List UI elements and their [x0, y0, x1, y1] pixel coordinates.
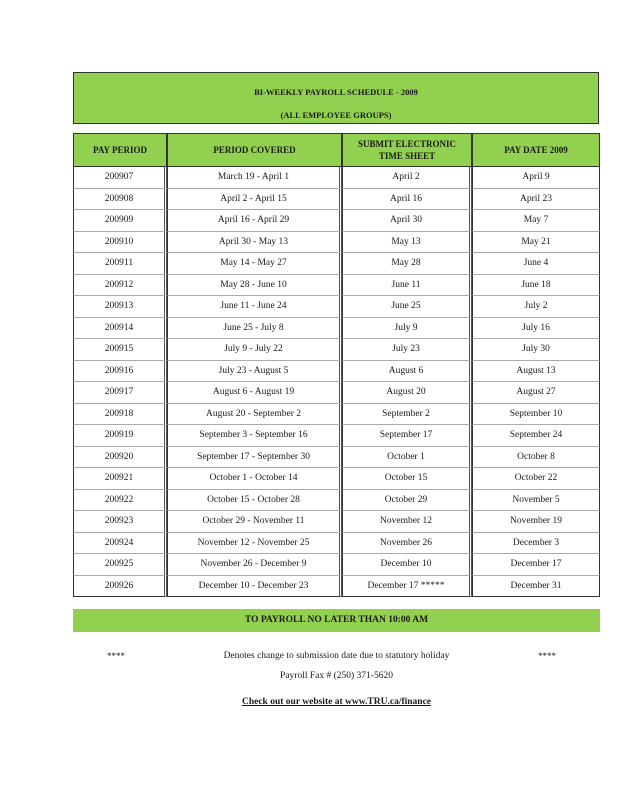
cell-pay-date: November 19	[472, 511, 600, 533]
cell-submit-date: July 9	[342, 318, 472, 340]
table-row	[73, 425, 600, 447]
footnote-marker-right: ****	[538, 651, 556, 661]
table-row	[73, 167, 600, 189]
cell-pay-date: December 3	[472, 533, 600, 555]
cell-submit-date: April 30	[342, 210, 472, 232]
cell-submit-date: August 6	[342, 361, 472, 383]
cell-pay-date: April 23	[472, 189, 600, 211]
cell-submit-date: July 23	[342, 339, 472, 361]
table-row	[73, 296, 600, 318]
cell-pay-period: 200911	[73, 253, 167, 275]
table-row	[73, 490, 600, 512]
table-row	[73, 382, 600, 404]
table-row	[73, 189, 600, 211]
cell-period-covered: September 3 - September 16	[167, 425, 342, 447]
cell-period-covered: August 6 - August 19	[167, 382, 342, 404]
cell-submit-date: May 28	[342, 253, 472, 275]
cell-submit-date: October 15	[342, 468, 472, 490]
cell-period-covered: May 28 - June 10	[167, 275, 342, 297]
cell-pay-date: November 5	[472, 490, 600, 512]
column-header-pay-period: PAY PERIOD	[73, 133, 167, 167]
cell-pay-period: 200921	[73, 468, 167, 490]
cell-period-covered: October 29 - November 11	[167, 511, 342, 533]
cell-pay-date: December 17	[472, 554, 600, 576]
website-link[interactable]: Check out our website at www.TRU.ca/finance	[241, 697, 432, 707]
cell-submit-date: April 16	[342, 189, 472, 211]
cell-period-covered: June 11 - June 24	[167, 296, 342, 318]
table-row	[73, 318, 600, 340]
deadline-banner: TO PAYROLL NO LATER THAN 10:00 AM	[73, 609, 600, 632]
cell-submit-date: November 26	[342, 533, 472, 555]
cell-period-covered: October 15 - October 28	[167, 490, 342, 512]
cell-period-covered: June 25 - July 8	[167, 318, 342, 340]
cell-pay-period: 200915	[73, 339, 167, 361]
cell-pay-period: 200910	[73, 232, 167, 254]
schedule-subtitle: (ALL EMPLOYEE GROUPS)	[280, 110, 392, 120]
cell-period-covered: October 1 - October 14	[167, 468, 342, 490]
cell-pay-period: 200916	[73, 361, 167, 383]
cell-pay-date: September 24	[472, 425, 600, 447]
cell-period-covered: November 26 - December 9	[167, 554, 342, 576]
cell-period-covered: August 20 - September 2	[167, 404, 342, 426]
cell-submit-date: November 12	[342, 511, 472, 533]
footnote-text: Denotes change to submission date due to statutory holiday	[223, 651, 450, 661]
cell-submit-date: October 1	[342, 447, 472, 469]
table-row	[73, 210, 600, 232]
cell-submit-date: June 11	[342, 275, 472, 297]
table-row	[73, 361, 600, 383]
table-row	[73, 275, 600, 297]
payroll-schedule-table	[73, 133, 600, 597]
cell-pay-date: July 16	[472, 318, 600, 340]
cell-submit-date: September 2	[342, 404, 472, 426]
cell-pay-period: 200917	[73, 382, 167, 404]
cell-submit-date: August 20	[342, 382, 472, 404]
cell-submit-date: December 17 *****	[342, 576, 472, 598]
cell-pay-date: August 13	[472, 361, 600, 383]
cell-pay-date: April 9	[472, 167, 600, 189]
cell-pay-date: October 22	[472, 468, 600, 490]
cell-pay-period: 200919	[73, 425, 167, 447]
table-row	[73, 339, 600, 361]
cell-period-covered: July 9 - July 22	[167, 339, 342, 361]
cell-pay-period: 200914	[73, 318, 167, 340]
footnote-marker-left: ****	[107, 651, 125, 661]
cell-pay-date: October 8	[472, 447, 600, 469]
cell-submit-date: June 25	[342, 296, 472, 318]
cell-pay-date: May 7	[472, 210, 600, 232]
cell-period-covered: March 19 - April 1	[167, 167, 342, 189]
cell-pay-period: 200923	[73, 511, 167, 533]
cell-period-covered: July 23 - August 5	[167, 361, 342, 383]
cell-pay-date: July 30	[472, 339, 600, 361]
table-row	[73, 232, 600, 254]
cell-pay-period: 200926	[73, 576, 167, 598]
table-row	[73, 404, 600, 426]
table-row	[73, 511, 600, 533]
cell-pay-period: 200922	[73, 490, 167, 512]
cell-pay-date: December 31	[472, 576, 600, 598]
column-header-pay-date: PAY DATE 2009	[472, 133, 600, 167]
cell-pay-date: August 27	[472, 382, 600, 404]
cell-period-covered: April 2 - April 15	[167, 189, 342, 211]
column-header-submit-time-sheet: SUBMIT ELECTRONIC TIME SHEET	[342, 133, 472, 167]
cell-pay-date: May 21	[472, 232, 600, 254]
cell-submit-date: April 2	[342, 167, 472, 189]
cell-pay-period: 200918	[73, 404, 167, 426]
cell-pay-period: 200913	[73, 296, 167, 318]
cell-pay-date: June 4	[472, 253, 600, 275]
cell-pay-period: 200920	[73, 447, 167, 469]
cell-submit-date: October 29	[342, 490, 472, 512]
table-header-row	[73, 133, 600, 167]
cell-pay-date: September 10	[472, 404, 600, 426]
cell-pay-date: June 18	[472, 275, 600, 297]
payroll-fax: Payroll Fax # (250) 371-5620	[280, 671, 393, 681]
cell-period-covered: November 12 - November 25	[167, 533, 342, 555]
cell-period-covered: April 16 - April 29	[167, 210, 342, 232]
cell-period-covered: May 14 - May 27	[167, 253, 342, 275]
cell-period-covered: December 10 - December 23	[167, 576, 342, 598]
cell-period-covered: September 17 - September 30	[167, 447, 342, 469]
table-row	[73, 554, 600, 576]
cell-pay-period: 200909	[73, 210, 167, 232]
schedule-title: BI-WEEKLY PAYROLL SCHEDULE - 2009	[254, 87, 418, 97]
table-row	[73, 468, 600, 490]
cell-pay-period: 200912	[73, 275, 167, 297]
table-row	[73, 447, 600, 469]
cell-period-covered: April 30 - May 13	[167, 232, 342, 254]
cell-submit-date: September 17	[342, 425, 472, 447]
cell-pay-period: 200925	[73, 554, 167, 576]
cell-submit-date: May 13	[342, 232, 472, 254]
cell-pay-period: 200908	[73, 189, 167, 211]
table-row	[73, 576, 600, 598]
schedule-title-box	[73, 72, 599, 124]
cell-submit-date: December 10	[342, 554, 472, 576]
cell-pay-date: July 2	[472, 296, 600, 318]
cell-pay-period: 200907	[73, 167, 167, 189]
column-header-period-covered: PERIOD COVERED	[167, 133, 342, 167]
cell-pay-period: 200924	[73, 533, 167, 555]
table-row	[73, 253, 600, 275]
table-row	[73, 533, 600, 555]
